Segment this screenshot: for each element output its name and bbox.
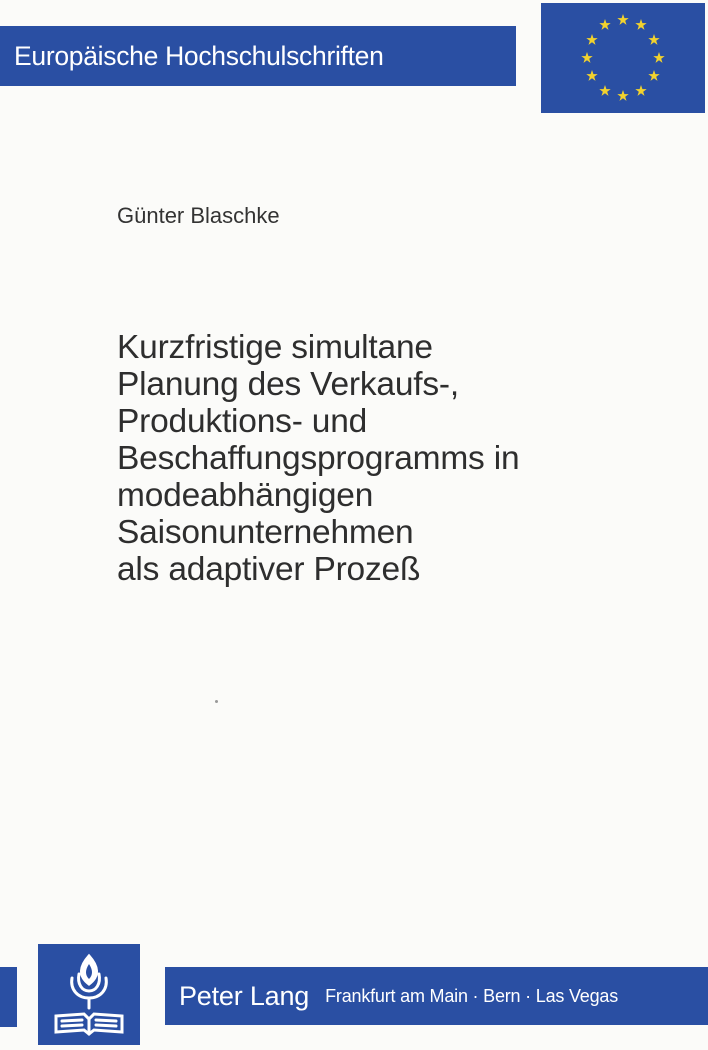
title-line: modeabhängigen: [117, 477, 374, 514]
title-line: Produktions- und: [117, 403, 368, 440]
publisher-banner: [165, 967, 708, 1025]
title-line: Kurzfristige simultane: [117, 329, 433, 366]
peter-lang-lamp-book-icon: [38, 944, 140, 1045]
title-line: als adaptiver Prozeß: [117, 551, 421, 588]
author-name: Günter Blaschke: [117, 203, 280, 228]
eu-stars-icon: [541, 3, 705, 113]
series-title: Europäische Hochschulschriften: [14, 40, 384, 71]
title-line: Beschaffungsprogramms in: [117, 440, 520, 477]
publisher-logo: [38, 944, 140, 1045]
print-speck: [215, 700, 218, 703]
title-line: Planung des Verkaufs-,: [117, 366, 459, 403]
publisher-locations: Frankfurt am Main · Bern · Las Vegas: [325, 985, 619, 1006]
eu-flag: [541, 3, 705, 113]
publisher-name: Peter Lang: [179, 980, 310, 1011]
book-title: [117, 329, 677, 588]
left-edge-tab: [0, 967, 17, 1027]
series-banner: [0, 26, 516, 86]
title-line: Saisonunternehmen: [117, 514, 414, 551]
